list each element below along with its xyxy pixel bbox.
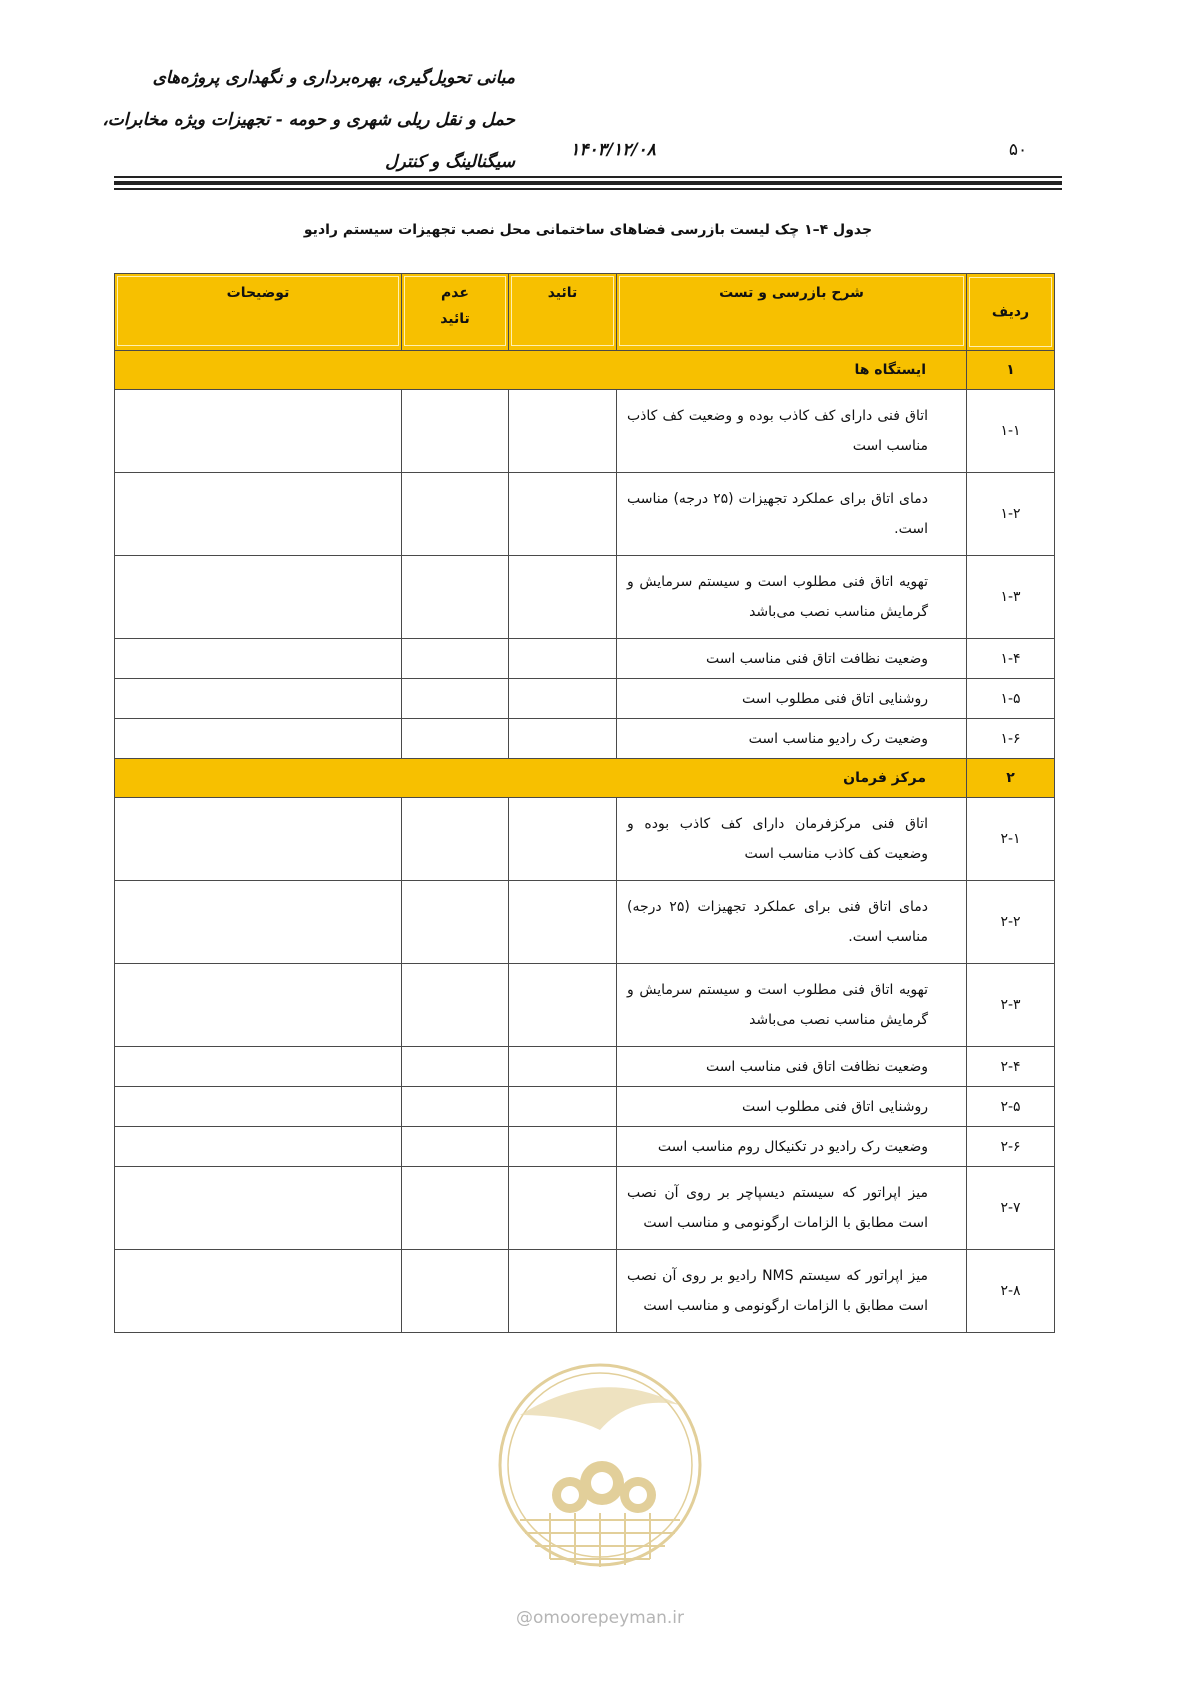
row-description: تهویه اتاق فنی مطلوب است و سیستم سرمایش و گرمایش مناسب نصب می‌باشد	[617, 964, 967, 1047]
row-number: ۲-۲	[967, 881, 1055, 964]
table-row	[115, 964, 1055, 1047]
section-title: ایستگاه ها	[115, 351, 967, 390]
approved-cell[interactable]	[509, 719, 617, 759]
inspection-checklist-table	[114, 273, 1055, 1333]
notes-cell[interactable]	[115, 679, 402, 719]
approved-cell[interactable]	[509, 679, 617, 719]
column-header-label: تائید	[547, 285, 578, 301]
not-approved-cell[interactable]	[402, 881, 509, 964]
table-row	[115, 390, 1055, 473]
column-header-label: شرح بازرسی و تست	[719, 285, 864, 301]
row-number: ۱-۵	[967, 679, 1055, 719]
column-header-label: تائید	[440, 311, 470, 327]
row-description: روشنایی اتاق فنی مطلوب است	[617, 679, 967, 719]
approved-cell[interactable]	[509, 881, 617, 964]
column-header-label: توضیحات	[226, 285, 290, 301]
section-number: ۱	[967, 351, 1055, 390]
notes-cell[interactable]	[115, 473, 402, 556]
table-row	[115, 1087, 1055, 1127]
table-row	[115, 1167, 1055, 1250]
table-row	[115, 719, 1055, 759]
column-header-not-approved	[402, 274, 509, 351]
header-rule	[114, 176, 1062, 178]
approved-cell[interactable]	[509, 473, 617, 556]
watermark-logo	[480, 1345, 720, 1635]
column-header-label: عدم	[441, 285, 469, 301]
row-description: وضعیت نظافت اتاق فنی مناسب است	[617, 639, 967, 679]
table-row	[115, 881, 1055, 964]
header-title-line-1: مبانی تحویل‌گیری، بهره‌برداری و نگهداری پروژه‌های	[152, 68, 515, 88]
page-header	[0, 0, 1191, 190]
row-description: دمای اتاق فنی برای عملکرد تجهیزات (۲۵ درجه) مناسب است.	[617, 881, 967, 964]
notes-cell[interactable]	[115, 1047, 402, 1087]
row-number: ۱-۳	[967, 556, 1055, 639]
row-number: ۲-۶	[967, 1127, 1055, 1167]
not-approved-cell[interactable]	[402, 390, 509, 473]
row-description: میز اپراتور که سیستم NMS رادیو بر روی آن نصب است مطابق با الزامات ارگونومی و مناسب است	[617, 1250, 967, 1333]
notes-cell[interactable]	[115, 556, 402, 639]
notes-cell[interactable]	[115, 1250, 402, 1333]
header-title-line-2: حمل و نقل ریلی شهری و حومه - تجهیزات ویژه مخابرات،	[102, 110, 515, 130]
notes-cell[interactable]	[115, 719, 402, 759]
not-approved-cell[interactable]	[402, 1087, 509, 1127]
header-title-line-3: سیگنالینگ و کنترل	[385, 152, 515, 172]
not-approved-cell[interactable]	[402, 719, 509, 759]
approved-cell[interactable]	[509, 639, 617, 679]
row-number: ۲-۸	[967, 1250, 1055, 1333]
not-approved-cell[interactable]	[402, 556, 509, 639]
section-title: مرکز فرمان	[115, 759, 967, 798]
row-description: تهویه اتاق فنی مطلوب است و سیستم سرمایش و گرمایش مناسب نصب می‌باشد	[617, 556, 967, 639]
approved-cell[interactable]	[509, 798, 617, 881]
not-approved-cell[interactable]	[402, 1127, 509, 1167]
section-number: ۲	[967, 759, 1055, 798]
notes-cell[interactable]	[115, 1127, 402, 1167]
table-row	[115, 1047, 1055, 1087]
header-date: ۱۴۰۳/۱۲/۰۸	[570, 140, 656, 160]
column-header-row-number	[967, 274, 1055, 351]
row-number: ۱-۲	[967, 473, 1055, 556]
row-description: وضعیت رک رادیو مناسب است	[617, 719, 967, 759]
notes-cell[interactable]	[115, 964, 402, 1047]
not-approved-cell[interactable]	[402, 679, 509, 719]
approved-cell[interactable]	[509, 1127, 617, 1167]
header-rule	[114, 188, 1062, 190]
row-number: ۲-۴	[967, 1047, 1055, 1087]
column-header-notes	[115, 274, 402, 351]
table-row	[115, 556, 1055, 639]
table-caption: جدول ۴–۱ چک لیست بازرسی فضاهای ساختمانی محل نصب تجهیزات سیستم رادیو	[303, 222, 873, 238]
watermark-url: @omoorepeyman.ir	[515, 1608, 685, 1628]
row-number: ۱-۱	[967, 390, 1055, 473]
approved-cell[interactable]	[509, 1087, 617, 1127]
column-header-approved	[509, 274, 617, 351]
not-approved-cell[interactable]	[402, 1167, 509, 1250]
not-approved-cell[interactable]	[402, 798, 509, 881]
notes-cell[interactable]	[115, 639, 402, 679]
not-approved-cell[interactable]	[402, 639, 509, 679]
table-row	[115, 1250, 1055, 1333]
row-number: ۱-۴	[967, 639, 1055, 679]
notes-cell[interactable]	[115, 1167, 402, 1250]
notes-cell[interactable]	[115, 881, 402, 964]
table-row	[115, 679, 1055, 719]
row-number: ۲-۱	[967, 798, 1055, 881]
page-number: ۵۰	[1008, 140, 1028, 160]
row-description: اتاق فنی دارای کف کاذب بوده و وضعیت کف کاذب مناسب است	[617, 390, 967, 473]
row-description: وضعیت نظافت اتاق فنی مناسب است	[617, 1047, 967, 1087]
row-description: روشنایی اتاق فنی مطلوب است	[617, 1087, 967, 1127]
section-row	[115, 351, 1055, 390]
row-description: اتاق فنی مرکزفرمان دارای کف کاذب بوده و وضعیت کف کاذب مناسب است	[617, 798, 967, 881]
approved-cell[interactable]	[509, 1167, 617, 1250]
approved-cell[interactable]	[509, 1250, 617, 1333]
notes-cell[interactable]	[115, 390, 402, 473]
row-number: ۲-۷	[967, 1167, 1055, 1250]
approved-cell[interactable]	[509, 964, 617, 1047]
row-number: ۲-۵	[967, 1087, 1055, 1127]
column-header-label: ردیف	[991, 304, 1030, 320]
row-number: ۲-۳	[967, 964, 1055, 1047]
not-approved-cell[interactable]	[402, 1250, 509, 1333]
not-approved-cell[interactable]	[402, 473, 509, 556]
table-row	[115, 798, 1055, 881]
approved-cell[interactable]	[509, 1047, 617, 1087]
table-row	[115, 639, 1055, 679]
row-description: دمای اتاق برای عملکرد تجهیزات (۲۵ درجه) مناسب است.	[617, 473, 967, 556]
section-row	[115, 759, 1055, 798]
seal-icon	[480, 1345, 720, 1605]
not-approved-cell[interactable]	[402, 964, 509, 1047]
approved-cell[interactable]	[509, 390, 617, 473]
table-row	[115, 1127, 1055, 1167]
header-rule	[114, 181, 1062, 185]
not-approved-cell[interactable]	[402, 1047, 509, 1087]
table-header-row	[115, 274, 1055, 351]
notes-cell[interactable]	[115, 1087, 402, 1127]
notes-cell[interactable]	[115, 798, 402, 881]
row-number: ۱-۶	[967, 719, 1055, 759]
row-description: وضعیت رک رادیو در تکنیکال روم مناسب است	[617, 1127, 967, 1167]
table-row	[115, 473, 1055, 556]
approved-cell[interactable]	[509, 556, 617, 639]
row-description: میز اپراتور که سیستم دیسپاچر بر روی آن نصب است مطابق با الزامات ارگونومی و مناسب است	[617, 1167, 967, 1250]
column-header-description	[617, 274, 967, 351]
